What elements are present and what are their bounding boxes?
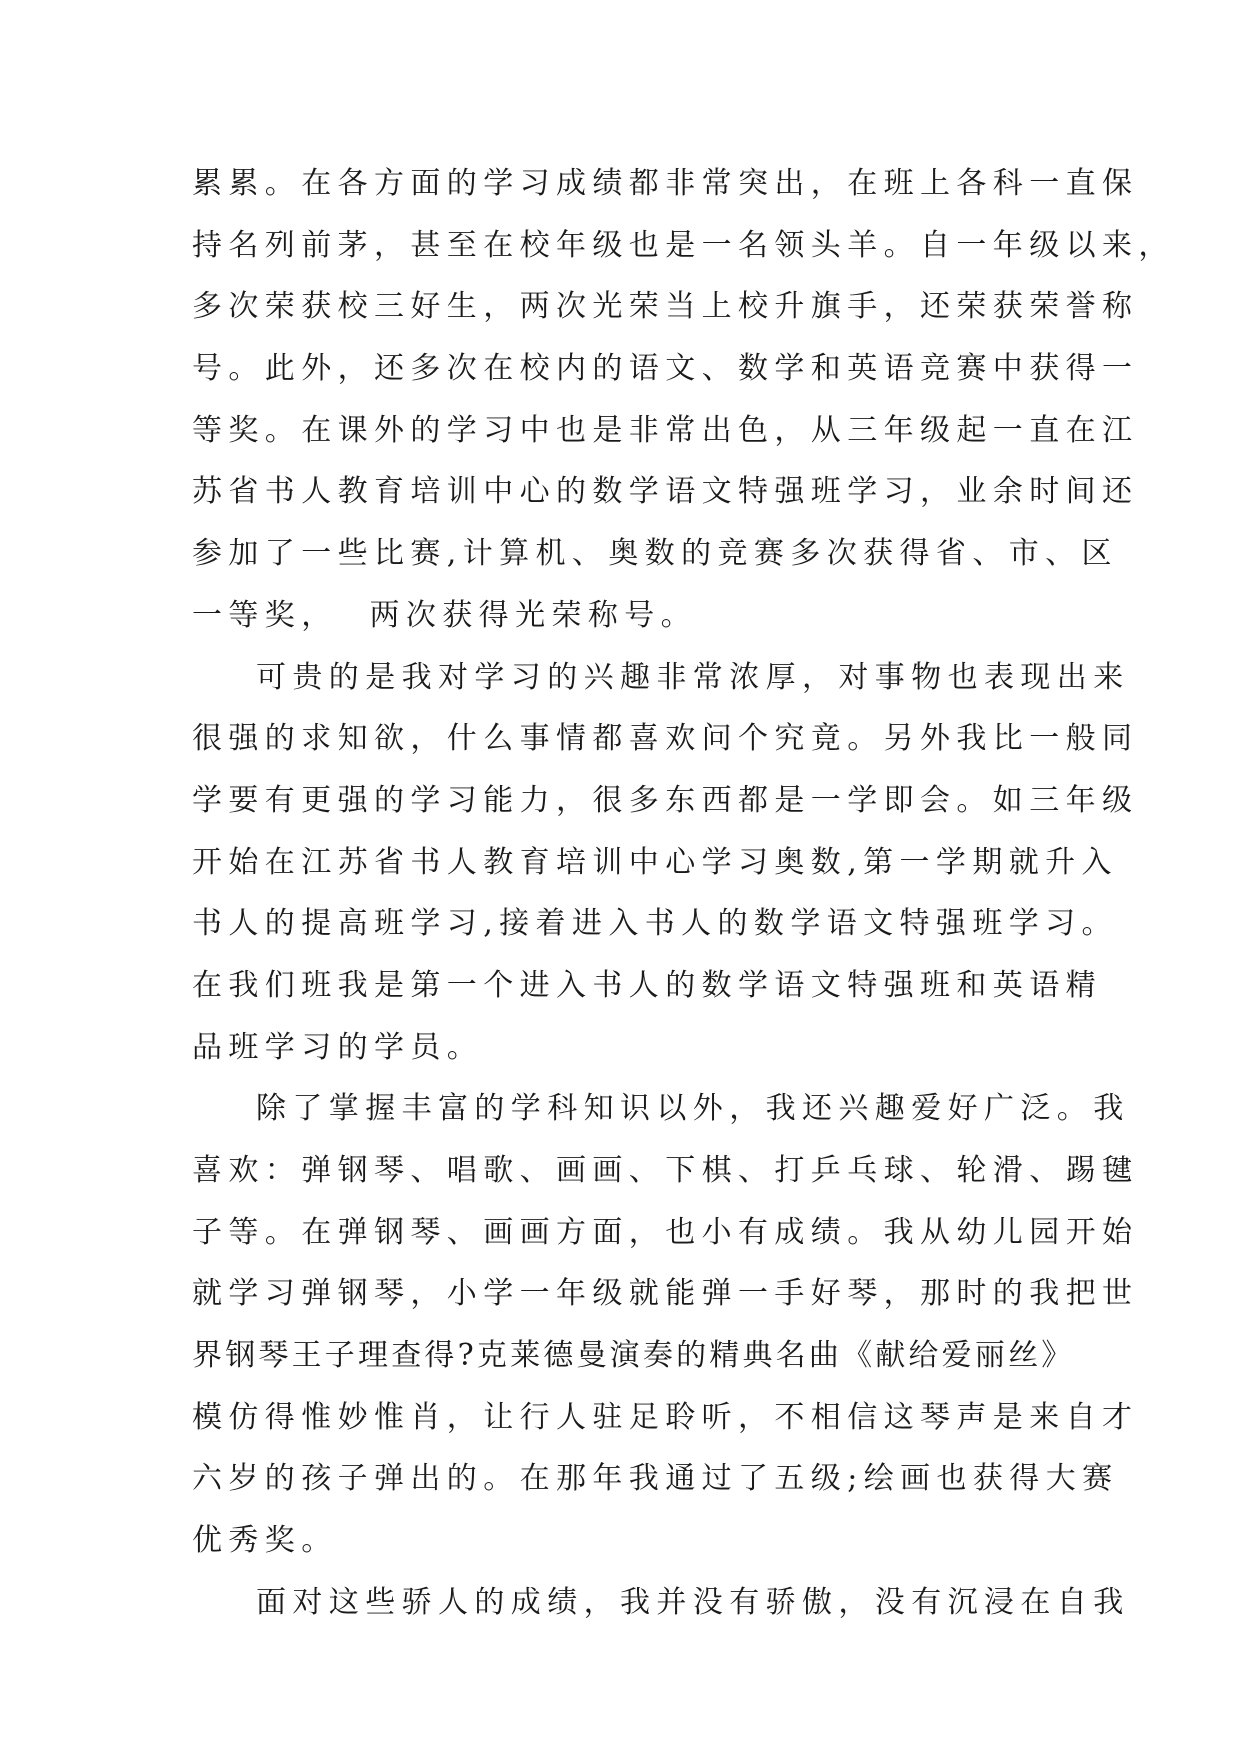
text-line: 在我们班我是第一个进入书人的数学语文特强班和英语精 <box>192 967 1102 1003</box>
text-line: 喜欢：弹钢琴、唱歌、画画、下棋、打乒乓球、轮滑、踢毽 <box>192 1153 1139 1188</box>
text-line: 界钢琴王子理查得?克莱德曼演奏的精典名曲《献给爱丽丝》 <box>192 1338 1075 1374</box>
text-line: 子等。在弹钢琴、画画方面，也小有成绩。我从幼儿园开始 <box>192 1214 1139 1250</box>
text-line: 品班学习的学员。 <box>192 1029 484 1065</box>
text-line: 苏省书人教育培训中心的数学语文特强班学习，业余时间还 <box>192 474 1139 510</box>
text-line: 优秀奖。 <box>192 1523 338 1559</box>
text-line: 持名列前茅，甚至在校年级也是一名领头羊。自一年级以来， <box>192 227 1175 263</box>
text-line: 六岁的孩子弹出的。在那年我通过了五级;绘画也获得大赛 <box>192 1461 1119 1497</box>
paragraph <box>192 1572 1130 1634</box>
text-line: 除了掌握丰富的学科知识以外，我还兴趣爱好广泛。我 <box>256 1091 1130 1127</box>
text-line: 就学习弹钢琴，小学一年级就能弹一手好琴，那时的我把世 <box>192 1276 1139 1312</box>
body-text <box>192 153 1175 1634</box>
text-line: 累累。在各方面的学习成绩都非常突出，在班上各科一直保 <box>192 166 1139 201</box>
text-line: 可贵的是我对学习的兴趣非常浓厚，对事物也表现出来 <box>256 659 1130 695</box>
text-line: 学要有更强的学习能力，很多东西都是一学即会。如三年级 <box>192 782 1139 818</box>
text-line: 开始在江苏省书人教育培训中心学习奥数,第一学期就升入 <box>192 844 1118 880</box>
text-line: 号。此外，还多次在校内的语文、数学和英语竞赛中获得一 <box>192 351 1139 387</box>
paragraph <box>192 1078 1139 1572</box>
text-line: 一等奖， 两次获得光荣称号。 <box>192 597 698 633</box>
text-line: 面对这些骄人的成绩，我并没有骄傲，没有沉浸在自我 <box>256 1584 1130 1620</box>
text-line: 参加了一些比赛,计算机、奥数的竞赛多次获得省、市、区 <box>192 536 1118 572</box>
text-line: 等奖。在课外的学习中也是非常出色，从三年级起一直在江 <box>192 412 1139 448</box>
text-line: 很强的求知欲，什么事情都喜欢问个究竟。另外我比一般同 <box>192 721 1139 757</box>
paragraph <box>192 153 1175 647</box>
paragraph <box>192 647 1139 1079</box>
text-line: 多次荣获校三好生，两次光荣当上校升旗手，还荣获荣誉称 <box>192 289 1139 325</box>
text-line: 书人的提高班学习,接着进入书人的数学语文特强班学习。 <box>192 906 1118 942</box>
text-line: 模仿得惟妙惟肖，让行人驻足聆听，不相信这琴声是来自才 <box>192 1399 1139 1435</box>
